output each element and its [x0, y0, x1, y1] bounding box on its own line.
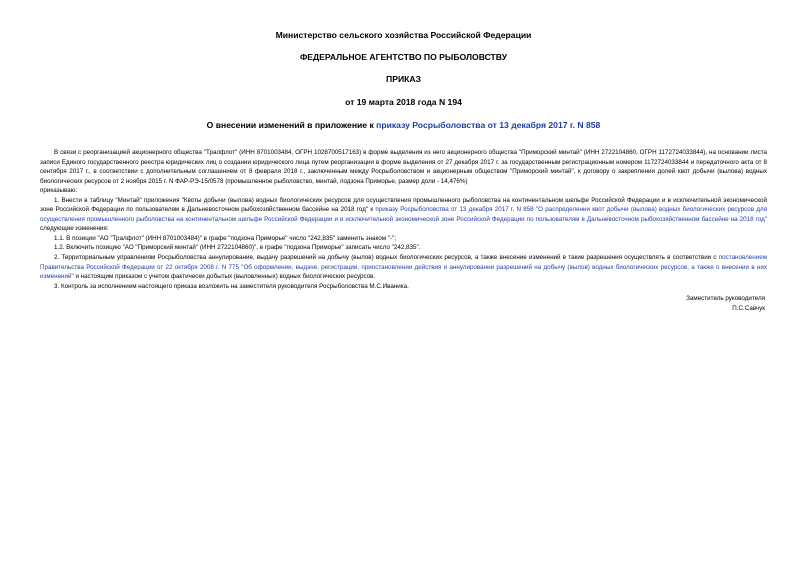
item-1-suffix: следующие изменения: [40, 225, 109, 233]
document-body [40, 148, 767, 291]
item-1-2-paragraph: 1.2. Включить позицию "АО "Приморский минтай" (ИНН 2722104860)", в графе "подзона Приморье" записать число "242,835". [54, 244, 421, 252]
ministry-heading: Министерство сельского хозяйства Российской Федерации [275, 30, 532, 40]
item-1-prefix: 1. Внести в таблицу "Минтай" приложения "Квоты добычи (вылова) водных биологических ресурсов для осуществления промышленного рыболовства на континентальном шельфе Российской Федерации и в исключительной экономической зоне Российской Федерации по пользователям в Дальневосточном рыбохозяйственном бассейне на 2018 год" к [40, 196, 767, 214]
item-1-1-paragraph: 1.1. В позиции "АО "Тралфлот" (ИНН 8701003484)" в графе "подзона Приморье" число "242,835" заменить знаком "-"; [54, 234, 397, 242]
signature-position: Заместитель руководителя [686, 295, 765, 303]
signature-name: П.С.Савчук [732, 304, 765, 312]
date-number-heading: от 19 марта 2018 года N 194 [345, 97, 462, 107]
subject-prefix: О внесении изменений в приложение к [206, 120, 377, 130]
item-1-order-link[interactable]: приказу Росрыболовства от 13 декабря 2017 г. N 858 "О распределении квот добычи (вылова) водных биологических ресурсов для осуществления промышленного рыболовства на континентальном шельфе Российской Федерации и в исключительной экономической зоне Российской Федерации по пользователям в Дальневосточном рыбохозяйственном бассейне на 2018 год" [40, 206, 768, 223]
item-2-prefix: 2. Территориальным управлениям Росрыболовства аннулирование, выдачу разрешений на добычу (вылов) водных биологических ресурсов, а также внесение изменений в такие разрешения осуществлять в соответствии с [54, 254, 719, 262]
preamble-paragraph: В связи с реорганизацией акционерного общества "Тралфлот" (ИНН 8701003484, ОГРН 1028700517163) в форме выделения из него акционерного общества "Приморский минтай" (ИНН 2722104860, ОГРН 1172724033844), на основании листа записи Единого государственного реестра юридических лиц о создании юридического лица путем реорганизации в форме выделения от 27 декабря 2017 г. за государственным регистрационным номером 1172724033844 и передаточного акта от 8 сентября 2017 г., в соответствии с дополнительным соглашением от 8 февраля 2018 г., заключенным между Росрыболовством и акционерным обществом "Приморский минтай", к договору о закреплении долей квот добычи (вылова) водных биологических ресурсов от 2 ноября 2015 г. N ФАР-РЭ-15/0578 (промышленное рыболовство, минтай, подзона Приморье, размер доли - 14,476%) [40, 149, 767, 185]
subject-order-link[interactable]: приказу Росрыболовства от 13 декабря 2017 г. N 858 [376, 120, 601, 130]
item-1-paragraph [40, 196, 767, 234]
item-2-suffix: и настоящим приказом с учетом фактически добытых (выловленных) водных биологических ресурсов. [73, 273, 376, 281]
doc-type-heading: ПРИКАЗ [386, 74, 421, 84]
item-2-paragraph [40, 253, 767, 282]
order-word: приказываю: [40, 187, 78, 195]
document-page [40, 30, 767, 313]
item-3-paragraph: 3. Контроль за исполнением настоящего приказа возложить на заместителя руководителя Росрыболовства М.С.Иваника. [54, 282, 409, 290]
agency-heading: ФЕДЕРАЛЬНОЕ АГЕНТСТВО ПО РЫБОЛОВСТВУ [299, 52, 508, 62]
item-2-resolution-link[interactable]: постановлением Правительства Российской Федерации от 22 октября 2008 г. N 775 "Об оформлении, выдаче, регистрации, приостановлении действия и аннулировании разрешений на добычу (вылов) водных биологических ресурсов, а также о внесении в них изменений" [40, 254, 767, 281]
subject-heading [40, 120, 767, 131]
signature-block [40, 294, 767, 313]
